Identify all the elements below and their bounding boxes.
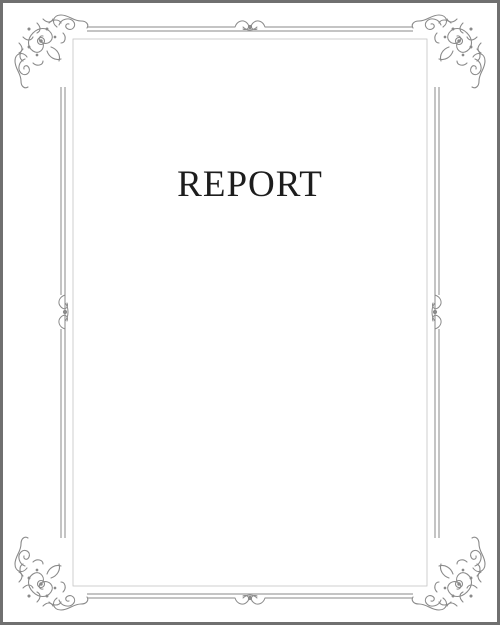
page-title: REPORT <box>177 164 323 205</box>
corner-ornament-top-left <box>15 15 88 88</box>
corner-ornament-bottom-right <box>412 537 485 610</box>
corner-ornament-bottom-left <box>15 537 88 610</box>
ornamental-frame <box>3 3 497 622</box>
side-ornament-right <box>432 295 441 329</box>
bottom-ornament <box>235 595 265 604</box>
top-ornament <box>235 21 265 30</box>
corner-ornament-top-right <box>412 15 485 88</box>
side-ornament-left <box>59 295 68 329</box>
